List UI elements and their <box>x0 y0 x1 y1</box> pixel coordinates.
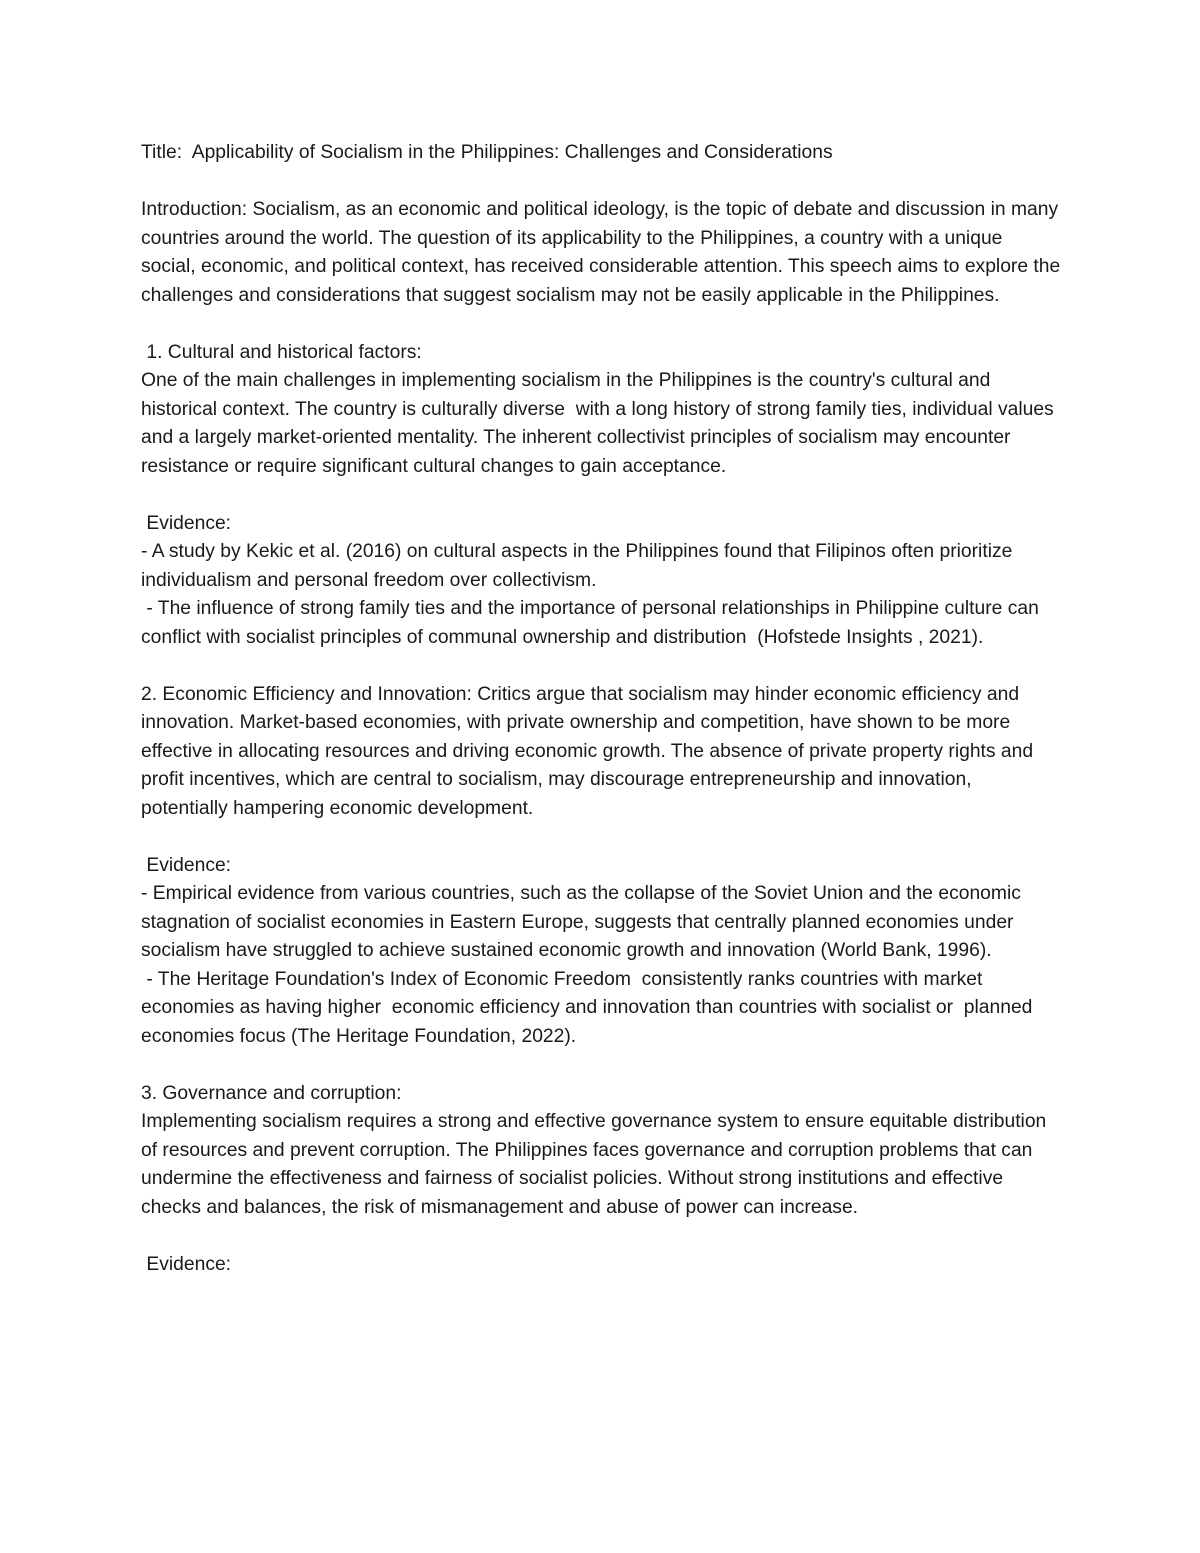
section-2-evidence-label: Evidence: <box>141 854 232 876</box>
section-1-heading: 1. Cultural and historical factors: <box>141 341 422 363</box>
document-title: Title: Applicability of Socialism in the Philippines: Challenges and Considerations <box>141 142 833 163</box>
introduction-paragraph: Introduction: Socialism, as an economic and political ideology, is the topic of debate and discussion in many countries around the world. The question of its applicability to the Philippines, a country with a unique social, economic, and political context, has received considerable attention. This speech aims to explore the challenges and considerations that suggest socialism may not be easily applicable in the Philippines. <box>141 199 1066 306</box>
spacer <box>141 823 1061 852</box>
document-page <box>141 139 1066 1279</box>
section-1-evidence-item: - The influence of strong family ties and the importance of personal relationships in Philippine culture can conflict with socialist principles of communal ownership and distribution (Hofstede Insights , 2021). <box>141 598 1045 648</box>
section-3-heading: 3. Governance and corruption: <box>141 1082 402 1104</box>
spacer <box>141 1051 1061 1080</box>
spacer <box>141 652 1061 681</box>
spacer <box>141 310 1061 339</box>
section-2-evidence-item: - The Heritage Foundation's Index of Economic Freedom consistently ranks countries with market economies as having higher economic efficiency and innovation than countries with socialist or planned economies focus (The Heritage Foundation, 2022). <box>141 968 1038 1047</box>
section-2-evidence-item: - Empirical evidence from various countries, such as the collapse of the Soviet Union and the economic stagnation of socialist economies in Eastern Europe, suggests that centrally planned economies under socialism have struggled to achieve sustained economic growth and innovation (World Bank, 1996). <box>141 883 1027 961</box>
section-3-body: Implementing socialism requires a strong and effective governance system to ensure equitable distribution of resources and prevent corruption. The Philippines faces governance and corruption problems that can undermine the effectiveness and fairness of socialist policies. Without strong institutions and effective checks and balances, the risk of mismanagement and abuse of power can increase. <box>141 1111 1052 1218</box>
spacer <box>141 481 1061 510</box>
section-1-body: One of the main challenges in implementing socialism in the Philippines is the country's cultural and historical context. The country is culturally diverse with a long history of strong family ties, individual values and a largely market-oriented mentality. The inherent collectivist principles of socialism may encounter resistance or require significant cultural changes to gain acceptance. <box>141 370 1060 477</box>
section-1-evidence-item: - A study by Kekic et al. (2016) on cultural aspects in the Philippines found that Filipinos often prioritize individualism and personal freedom over collectivism. <box>141 541 1018 591</box>
section-2-body: 2. Economic Efficiency and Innovation: Critics argue that socialism may hinder economic efficiency and innovation. Market-based economies, with private ownership and competition, have shown to be more effective in allocating resources and driving economic growth. The absence of private property rights and profit incentives, which are central to socialism, may discourage entrepreneurship and innovation, potentially hampering economic development. <box>141 683 1039 819</box>
section-1-evidence-label: Evidence: <box>141 512 232 534</box>
spacer <box>141 168 1061 197</box>
spacer <box>141 1222 1061 1251</box>
section-3-evidence-label: Evidence: <box>141 1253 232 1275</box>
